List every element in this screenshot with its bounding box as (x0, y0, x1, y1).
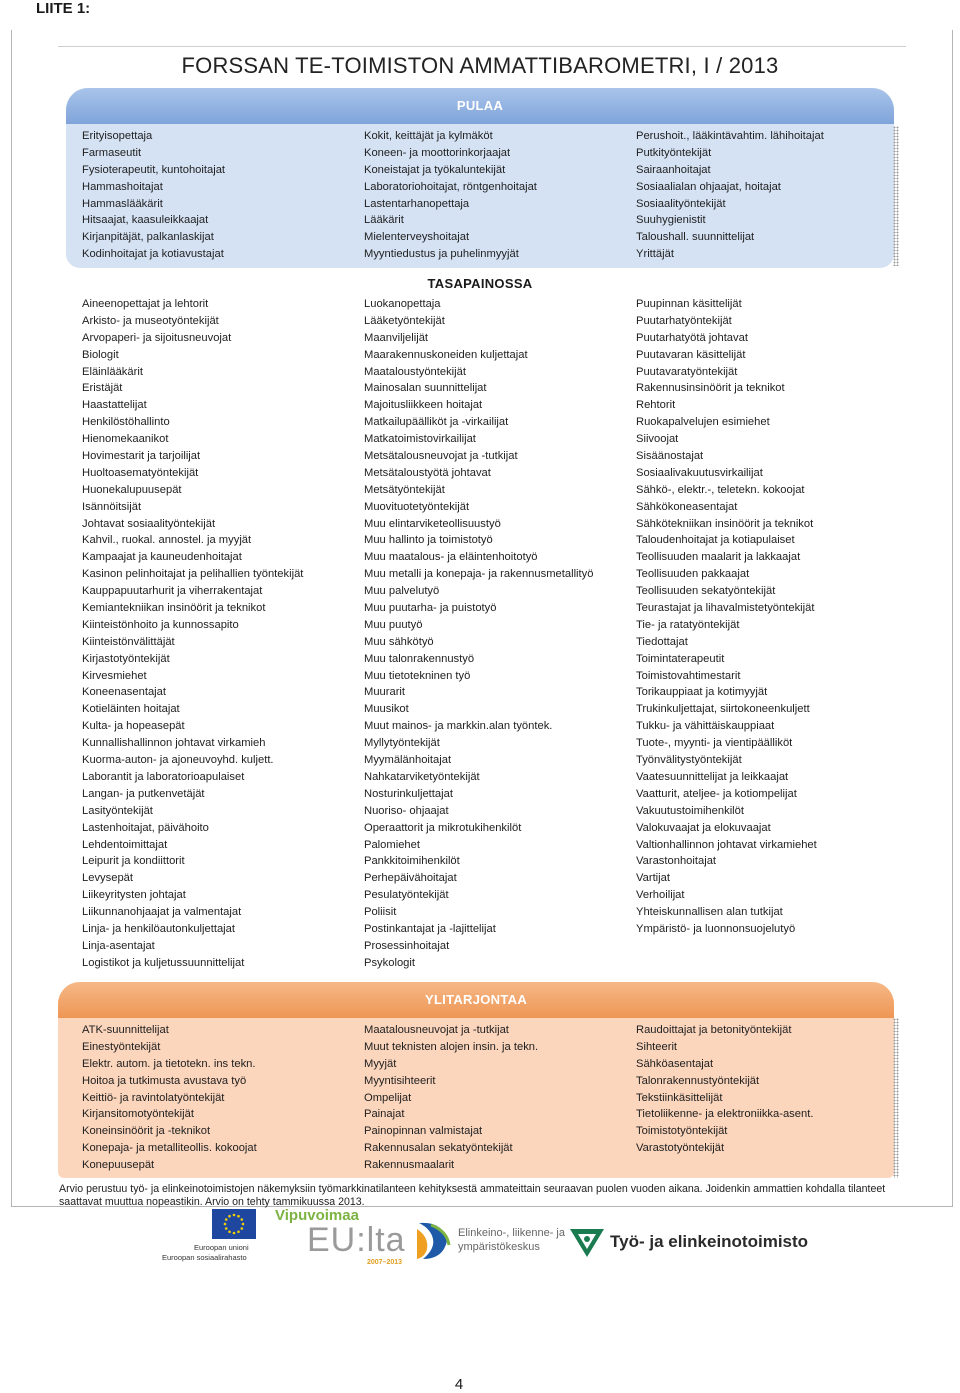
tasapainossa-heading: TASAPAINOSSA (427, 276, 533, 291)
occupation-item: Muusikot (364, 703, 409, 716)
occupation-item: Metsätaloustyötä johtavat (364, 466, 491, 479)
occupation-item: Hammaslääkärit (82, 197, 163, 210)
occupation-item: Sairaanhoitajat (636, 163, 711, 176)
occupation-item: Tekstiinkäsittelijät (636, 1091, 723, 1104)
occupation-item: Maataloustyöntekijät (364, 365, 466, 378)
ely-emblem-icon (413, 1219, 455, 1263)
occupation-item: Levysepät (82, 872, 133, 885)
occupation-item: Suuhygienistit (636, 214, 706, 227)
pulaa-col-3 (636, 128, 824, 263)
occupation-item: Valokuvaajat ja elokuvaajat (636, 821, 771, 834)
occupation-item: Putkityöntekijät (636, 146, 712, 159)
occupation-item: Majoitusliikkeen hoitajat (364, 399, 483, 412)
occupation-item: Konepuusepät (82, 1159, 155, 1172)
occupation-item: Lääketyöntekijät (364, 314, 445, 327)
occupation-item: Tiedottajat (636, 635, 688, 648)
vipuvoimaa-main: EU:lta (307, 1221, 406, 1259)
occupation-item: Kiinteistönhoito ja kunnossapito (82, 618, 239, 631)
occupation-item: Siivoojat (636, 433, 679, 446)
occupation-item: Valtionhallinnon johtavat virkamiehet (636, 838, 817, 851)
occupation-item: Talonrakennustyöntekijät (636, 1074, 760, 1087)
occupation-item: Painajat (364, 1108, 405, 1121)
occupation-item: Hammashoitajat (82, 180, 163, 193)
occupation-item: Kokit, keittäjät ja kylmäköt (364, 130, 493, 142)
occupation-item: Mielenterveyshoitajat (364, 231, 470, 244)
occupation-item: Isännöitsijät (82, 500, 142, 513)
eu-flag-icon (212, 1209, 256, 1239)
occupation-item: Muu palvelutyö (364, 585, 440, 598)
occupation-item: Muu talonrakennustyö (364, 652, 475, 665)
occupation-item: Kirjanpitäjät, palkanlaskijat (82, 231, 214, 244)
occupation-item: Ompelijat (364, 1091, 412, 1104)
occupation-item: Koneenasentajat (82, 686, 166, 699)
occupation-item: Kirvesmiehet (82, 669, 147, 682)
occupation-item: Muu sähkötyö (364, 635, 434, 648)
ylitarjonta-col-1 (82, 1022, 257, 1174)
occupation-item: Kunnallishallinnon johtavat virkamieh (82, 737, 266, 750)
occupation-item: Sosiaalialan ohjaajat, hoitajat (636, 180, 781, 193)
ely-logo (413, 1219, 573, 1267)
occupation-item: Mainosalan suunnittelijat (364, 382, 487, 395)
occupation-item: Muu hallinto ja toimistotyö (364, 534, 493, 547)
occupation-item: Kampaajat ja kauneudenhoitajat (82, 551, 242, 564)
vipuvoimaa-years: 2007–2013 (367, 1259, 403, 1266)
occupation-item: Biologit (82, 348, 119, 361)
occupation-item: ATK-suunnittelijat (82, 1024, 169, 1036)
occupation-item: Vaatesuunnittelijat ja leikkaajat (636, 770, 789, 783)
occupation-item: Kirjastotyöntekijät (82, 652, 170, 665)
ylitarjonta-dotted-edge (893, 1018, 899, 1178)
occupation-item: Rakennusalan sekatyöntekijät (364, 1142, 513, 1155)
occupation-item: Puupinnan käsittelijät (636, 298, 742, 310)
occupation-item: Puutavaran käsittelijät (636, 348, 746, 361)
occupation-item: Vaatturit, ateljee- ja kotiompelijat (636, 787, 797, 800)
occupation-item: Myllytyöntekijät (364, 737, 440, 750)
occupation-item: Lastentarhanopettaja (364, 197, 470, 210)
occupation-item: Puutavaratyöntekijät (636, 365, 738, 378)
occupation-item: Sosiaalivakuutusvirkailijat (636, 466, 763, 479)
occupation-item: Hienomekaanikot (82, 433, 169, 446)
ylitarjonta-col-3 (636, 1022, 813, 1157)
occupation-item: Eläinlääkärit (82, 365, 143, 378)
occupation-item: Prosessinhoitajat (364, 939, 450, 952)
occupation-item: Linja- ja henkilöautonkuljettajat (82, 922, 235, 935)
occupation-item: Rakennusmaalarit (364, 1159, 455, 1172)
occupation-item: Muu puutyö (364, 618, 423, 631)
occupation-item: Sihteerit (636, 1040, 678, 1053)
occupation-item: Linja-asentajat (82, 939, 155, 952)
occupation-item: Lääkärit (364, 214, 404, 227)
occupation-item: Toimistovahtimestarit (636, 669, 741, 682)
occupation-item: Logistikot ja kuljetussuunnittelijat (82, 956, 245, 969)
occupation-item: Nosturinkuljettajat (364, 787, 453, 800)
occupation-item: Kemiantekniikan insinöörit ja teknikot (82, 602, 266, 615)
occupation-item: Muurarit (364, 686, 406, 699)
occupation-item: Maanviljelijät (364, 331, 429, 344)
ylitarjonta-heading: YLITARJONTAA (58, 982, 894, 1018)
occupation-item: Erityisopettaja (82, 130, 153, 142)
occupation-item: Matkatoimistovirkailijat (364, 433, 476, 446)
occupation-item: Henkilöstöhallinto (82, 416, 170, 429)
occupation-item: Kahvil., ruokal. annostel. ja myyjät (82, 534, 252, 547)
occupation-item: Nahkatarviketyöntekijät (364, 770, 480, 783)
occupation-item: Pankkitoimihenkilöt (364, 855, 460, 868)
occupation-item: Kasinon pelinhoitajat ja pelihallien työntekijät (82, 568, 304, 581)
occupation-item: Liikeyritysten johtajat (82, 889, 186, 902)
occupation-item: Sähkö-, elektr.-, teletekn. kokoojat (636, 483, 805, 496)
occupation-item: Matkailupäälliköt ja -virkailijat (364, 416, 509, 429)
ylitarjonta-col-2 (364, 1022, 538, 1174)
occupation-item: Metsätalousneuvojat ja -tutkijat (364, 450, 518, 463)
occupation-item: Hitsaajat, kaasuleikkaajat (82, 214, 209, 227)
occupation-item: Sähkökoneasentajat (636, 500, 738, 513)
occupation-item: Muu metalli ja konepaja- ja rakennusmetallityö (364, 568, 594, 581)
occupation-item: Myyntiedustus ja puhelinmyyjät (364, 248, 519, 261)
occupation-item: Tuote-, myynti- ja vientipäälliköt (636, 737, 793, 750)
occupation-item: Teurastajat ja lihavalmistetyöntekijät (636, 602, 815, 615)
page-number: 4 (454, 1376, 464, 1393)
title-rule (58, 46, 906, 47)
occupation-item: Sosiaalityöntekijät (636, 197, 726, 210)
occupation-item: Muu tietotekninen työ (364, 669, 471, 682)
eu-logo (160, 1207, 260, 1267)
ely-line-2: ympäristökeskus (458, 1241, 540, 1253)
occupation-item: Perushoit., lääkintävahtim. lähihoitajat (636, 130, 824, 142)
occupation-item: Kuorma-auton- ja ajoneuvoyhd. kuljett. (82, 754, 274, 767)
tasapainossa-col-3 (636, 296, 817, 938)
occupation-item: Koneen- ja moottorinkorjaajat (364, 146, 511, 159)
occupation-item: Kauppapuutarhurit ja viherrakentajat (82, 585, 263, 598)
occupation-item: Hovimestarit ja tarjoilijat (82, 450, 201, 463)
occupation-item: Leipurit ja kondiittorit (82, 855, 185, 868)
occupation-item: Muu puutarha- ja puistotyö (364, 602, 497, 615)
footnote: Arvio perustuu työ- ja elinkeinotoimistojen näkemyksiin työmarkkinatilanteen kehityksestä ammateittain seuraavan puolen vuoden aikana. Joidenkin ammattien kohdalla tilanteet saattavat muuttua nopeastikin. Arvio on tehty tammikuussa 2013. (59, 1183, 886, 1208)
occupation-item: Johtavat sosiaalityöntekijät (82, 517, 216, 530)
page-title: FORSSAN TE-TOIMISTON AMMATTIBAROMETRI, I / 2013 (181, 53, 779, 78)
occupation-item: Varastotyöntekijät (636, 1142, 725, 1155)
occupation-item: Lehdentoimittajat (82, 838, 168, 851)
vipuvoimaa-logo (275, 1207, 405, 1269)
te-logo (568, 1225, 818, 1265)
occupation-item: Painopinnan valmistajat (364, 1125, 483, 1138)
occupation-item: Yrittäjät (636, 248, 674, 261)
occupation-item: Einestyöntekijät (82, 1040, 161, 1053)
occupation-item: Rakennusinsinöörit ja teknikot (636, 382, 785, 395)
occupation-item: Muu elintarviketeollisuustyö (364, 517, 501, 530)
occupation-item: Farmaseutit (82, 146, 142, 159)
occupation-item: Laborantit ja laboratorioapulaiset (82, 770, 245, 783)
occupation-item: Perhepäivähoitajat (364, 872, 457, 885)
pulaa-heading: PULAA (66, 88, 894, 124)
occupation-item: Konepaja- ja metalliteollis. kokoojat (82, 1142, 257, 1155)
occupation-item: Teollisuuden pakkaajat (636, 568, 750, 581)
occupation-item: Aineenopettajat ja lehtorit (82, 298, 209, 310)
page-label: LIITE 1: (36, 0, 91, 17)
occupation-item: Raudoittajat ja betonityöntekijät (636, 1024, 792, 1036)
occupation-item: Haastattelijat (82, 399, 147, 412)
occupation-item: Eristäjät (82, 382, 123, 395)
occupation-item: Nuoriso- ohjaajat (364, 804, 449, 817)
occupation-item: Rehtorit (636, 399, 676, 412)
occupation-item: Pesulatyöntekijät (364, 889, 449, 902)
occupation-item: Koneinsinöörit ja -teknikot (82, 1125, 211, 1138)
occupation-item: Taloudenhoitajat ja kotiapulaiset (636, 534, 795, 547)
occupation-item: Kiinteistönvälittäjät (82, 635, 175, 648)
occupation-item: Torikauppiaat ja kotimyyjät (636, 686, 768, 699)
occupation-item: Myyntisihteerit (364, 1074, 436, 1087)
occupation-item: Toimistotyöntekijät (636, 1125, 728, 1138)
occupation-item: Maatalousneuvojat ja -tutkijat (364, 1024, 509, 1036)
occupation-item: Arvopaperi- ja sijoitusneuvojat (82, 331, 232, 344)
occupation-item: Kirjansitomotyöntekijät (82, 1108, 194, 1121)
occupation-item: Muut teknisten alojen insin. ja tekn. (364, 1040, 539, 1053)
occupation-item: Sisäänostajat (636, 450, 704, 463)
occupation-item: Langan- ja putkenvetäjät (82, 787, 205, 800)
occupation-item: Työnvälitystyöntekijät (636, 754, 742, 767)
pulaa-col-2 (364, 128, 537, 263)
occupation-item: Trukinkuljettajat, siirtokoneenkuljett (636, 703, 810, 716)
occupation-item: Kotieläinten hoitajat (82, 703, 180, 716)
occupation-item: Vakuutustoimihenkilöt (636, 804, 744, 817)
occupation-item: Sähköasentajat (636, 1057, 714, 1070)
occupation-item: Psykologit (364, 956, 415, 969)
occupation-item: Puutarhatyötä johtavat (636, 331, 748, 344)
occupation-item: Koneistajat ja työkaluntekijät (364, 163, 506, 176)
vipuvoimaa-top: Vipuvoimaa (275, 1207, 359, 1224)
pulaa-col-1 (82, 128, 225, 263)
occupation-item: Maarakennuskoneiden kuljettajat (364, 348, 528, 361)
occupation-item: Lasityöntekijät (82, 804, 153, 817)
occupation-item: Puutarhatyöntekijät (636, 314, 732, 327)
occupation-item: Operaattorit ja mikrotukihenkilöt (364, 821, 522, 834)
occupation-item: Postinkantajat ja -lajittelijat (364, 922, 496, 935)
occupation-item: Myyjät (364, 1057, 397, 1070)
te-label: Työ- ja elinkeinotoimisto (610, 1232, 809, 1251)
occupation-item: Yhteiskunnallisen alan tutkijat (636, 906, 783, 919)
occupation-item: Kodinhoitajat ja kotiavustajat (82, 248, 224, 261)
occupation-item: Tie- ja ratatyöntekijät (636, 618, 740, 631)
occupation-item: Kulta- ja hopeasepät (82, 720, 185, 733)
occupation-item: Muovituotetyöntekijät (364, 500, 470, 513)
occupation-item: Teollisuuden sekatyöntekijät (636, 585, 776, 598)
occupation-item: Ruokapalvelujen esimiehet (636, 416, 770, 429)
occupation-item: Ympäristö- ja luonnonsuojelutyö (636, 922, 796, 935)
occupation-item: Varastonhoitajat (636, 855, 717, 868)
occupation-item: Keittiö- ja ravintolatyöntekijät (82, 1091, 225, 1104)
ely-line-1: Elinkeino-, liikenne- ja (458, 1227, 565, 1239)
occupation-item: Hoitoa ja tutkimusta avustava työ (82, 1074, 247, 1087)
occupation-item: Muu maatalous- ja eläintenhoitotyö (364, 551, 538, 564)
occupation-item: Arkisto- ja museotyöntekijät (82, 314, 219, 327)
occupation-item: Myymälänhoitajat (364, 754, 452, 767)
tasapainossa-col-1 (82, 296, 303, 972)
occupation-item: Elektr. autom. ja tietotekn. ins tekn. (82, 1057, 256, 1070)
occupation-item: Laboratoriohoitajat, röntgenhoitajat (364, 180, 537, 193)
occupation-item: Huoltoasematyöntekijät (82, 466, 199, 479)
eu-line-2: Euroopan sosiaalirahasto (162, 1253, 247, 1262)
eu-line-1: Euroopan unioni (194, 1243, 249, 1252)
occupation-item: Toimintaterapeutit (636, 652, 725, 665)
occupation-item: Luokanopettaja (364, 298, 441, 310)
te-emblem-icon (568, 1225, 606, 1261)
occupation-item: Teollisuuden maalarit ja lakkaajat (636, 551, 801, 564)
pulaa-dotted-edge (893, 126, 899, 266)
occupation-item: Lastenhoitajat, päivähoito (82, 821, 209, 834)
occupation-item: Metsätyöntekijät (364, 483, 445, 496)
occupation-item: Verhoilijat (636, 889, 685, 902)
occupation-item: Muut mainos- ja markkin.alan työntek. (364, 720, 553, 733)
occupation-item: Sähkötekniikan insinöörit ja teknikot (636, 517, 814, 530)
occupation-item: Taloushall. suunnittelijat (636, 231, 755, 244)
occupation-item: Tietoliikenne- ja elektroniikka-asent. (636, 1108, 814, 1121)
tasapainossa-col-2 (364, 296, 593, 972)
occupation-item: Palomiehet (364, 838, 420, 851)
occupation-item: Tukku- ja vähittäiskauppiaat (636, 720, 775, 733)
logo-row (0, 1205, 960, 1275)
occupation-item: Poliisit (364, 906, 397, 919)
occupation-item: Huonekalupuusepät (82, 483, 182, 496)
occupation-item: Vartijat (636, 872, 670, 885)
occupation-item: Liikunnanohjaajat ja valmentajat (82, 906, 242, 919)
occupation-item: Fysioterapeutit, kuntohoitajat (82, 163, 226, 176)
